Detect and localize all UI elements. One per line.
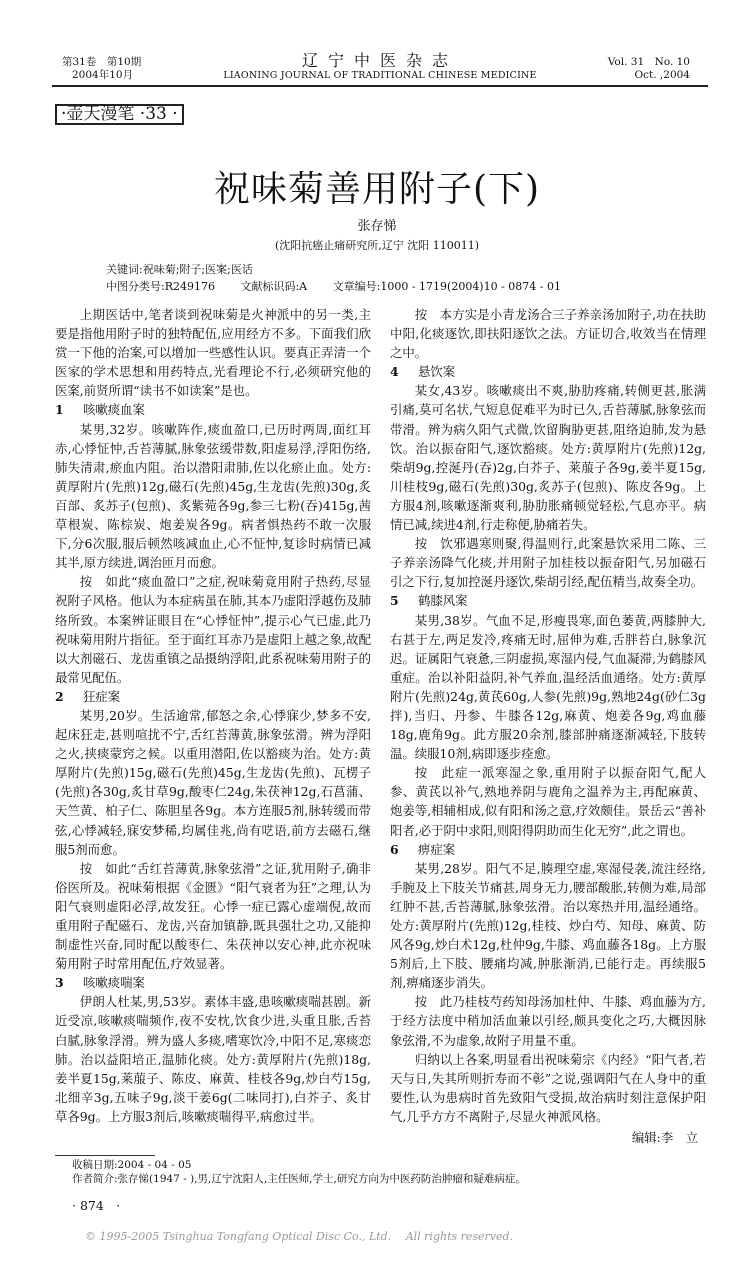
commentary-paragraph: 按 此症一派寒湿之象,重用附子以振奋阳气,配人参、黄芪以补气,熟地养阴与鹿角之温养为主,再配麻黄、炮姜等,相辅相成,似有阳和汤之意,疗效颇佳。景岳云“善补阳者,必于阴中求阳,则阳得阴助而生化无穷”,此之谓也。 xyxy=(390,765,706,838)
author-affiliation: (沈阳抗癌止痛研究所,辽宁 沈阳 110011) xyxy=(274,239,480,252)
body-paragraph: 伊朗人杜某,男,53岁。素体丰盛,患咳嗽痰喘甚剧。新近受凉,咳嗽痰喘频作,夜不安枕,饮食少进,头重且胀,舌苔白腻,脉象浮滑。辨为盛人多痰,嗜寒饮冷,中阳不足,寒痰恋肺。治以益阳培正,温肺化痰。处方:黄厚附片(先煎)18g,姜半夏15g,莱菔子、陈皮、麻黄、桂枝各9g,炒白芍15g,北细辛3g,五味子9g,淡干姜6g(二味同打),白芥子、炙甘草各9g。上方服3剂后,咳嗽痰喘得平,病愈过半。 xyxy=(55,994,371,1124)
section-title: 咳嗽痰喘案 xyxy=(83,975,145,991)
journal-name-en: LIAONING JOURNAL OF TRADITIONAL CHINESE MEDICINE xyxy=(223,70,537,81)
section-heading xyxy=(55,400,371,419)
section-number: 5 xyxy=(390,593,399,609)
article-author: 张存悌 xyxy=(357,219,397,234)
commentary-paragraph: 按 饮邪遇寒则聚,得温则行,此案悬饮采用二陈、三子养亲汤降气化痰,并用附子加桂枝以振奋阳气,另加磁石引之下行,复加控涎丹逐饮,柴胡引经,配伍精当,故奏全功。 xyxy=(390,536,706,590)
copyright-notice: © 1995-2005 Tsinghua Tongfang Optical Disc Co., Ltd. All rights reserved. xyxy=(85,1230,514,1244)
section-number: 3 xyxy=(55,975,64,991)
issue-date-en: Oct. ,2004 xyxy=(634,69,690,81)
issue-date: 2004年10月 xyxy=(72,69,134,81)
body-paragraph: 某男,28岁。阳气不足,腠理空虚,寒湿侵袭,流注经络,手腕及上下肢关节痛甚,周身无力,腰部酸胀,转侧为难,局部红肿不甚,舌苔薄腻,脉象弦滑。治以寒热并用,温经通络。处方:黄厚附片(先煎)12g,桂枝、炒白芍、知母、麻黄、防风各9g,炒白术12g,杜仲9g,牛膝、鸡血藤各18g。上方服5剂后,上下肢、腰痛均减,肿胀渐消,已能行走。再续服5剂,痹痛逐步消失。 xyxy=(390,860,706,991)
commentary-paragraph: 按 本方实是小青龙汤合三子养亲汤加附子,功在扶助中阳,化痰逐饮,即扶阳逐饮之法。方证切合,收效当在情理之中。 xyxy=(390,307,706,361)
classification-info: 中图分类号:R249176 文献标识码:A 文章编号:1000 - 1719(2004)10 - 0874 - 01 xyxy=(106,280,562,293)
journal-name-cn: 辽宁中医杂志 xyxy=(301,51,458,70)
received-date: 收稿日期:2004 - 04 - 05 xyxy=(72,1159,192,1172)
column-label: ·壶天漫笔 ·33 · xyxy=(55,104,184,125)
commentary-paragraph: 按 如此“舌红苔薄黄,脉象弦滑”之证,犹用附子,确非俗医所及。祝味菊根据《金匮》“阳气衰者为狂”之理,认为阳气衰则虚阳必浮,故发狂。心悸一症已露心虚端倪,故而重用附子配磁石、龙齿,兴奋加镇静,既具强壮之功,又能抑制虚性兴奋,同时配以酸枣仁、朱茯神以安心神,此亦祝味菊用附子时常用配伍,疗效显著。 xyxy=(55,860,371,972)
section-heading xyxy=(390,362,706,381)
commentary-paragraph: 按 此乃桂枝芍药知母汤加杜仲、牛膝、鸡血藤为方,于经方法度中稍加活血兼以引经,颇具变化之巧,大概因脉象弦滑,不为虚象,故附子用量不重。 xyxy=(390,994,706,1048)
body-columns xyxy=(55,305,705,1147)
body-paragraph: 某男,38岁。气血不足,形瘦畏寒,面色萎黄,两膝肿大,右甚于左,两足发冷,疼痛无时,屈伸为难,舌胖苔白,脉象沉迟。证属阳气衰惫,三阴虚损,寒湿内侵,气血凝滞,为鹤膝风重症。治以补阳益阴,补气养血,温经活血通络。处方:黄厚附片(先煎)24g,黄芪60g,人参(先煎)9g,熟地24g(砂仁3g拌),当归、丹参、牛膝各12g,麻黄、炮姜各9g,鸡血藤18g,鹿角9g。此方服20余剂,膝部肿痛逐渐减轻,下肢转温。续服10剂,病即逐步痊愈。 xyxy=(390,612,706,762)
body-column-right xyxy=(390,305,706,1147)
commentary-paragraph: 按 如此“痰血盈口”之症,祝味菊竟用附子热药,尽显祝附子风格。他认为本症病虽在肺,其本乃虚阳浮越伤及肺络所致。本案辨证眼目在“心悸怔忡”,提示心气已虚,此乃祝味菊用附片指征。至于面红耳赤乃是虚阳上越之象,故配以大剂磁石、龙齿重镇之品摄纳浮阳,此系祝味菊用附子的最常见配伍。 xyxy=(55,574,371,685)
section-title: 咳嗽痰血案 xyxy=(83,402,145,418)
body-column-left xyxy=(55,305,371,1126)
page-number: · 874 · xyxy=(72,1198,121,1214)
section-heading xyxy=(55,973,371,992)
editor-credit: 编辑:李 立 xyxy=(631,1130,698,1146)
section-heading xyxy=(390,591,706,610)
body-paragraph: 上期医话中,笔者谈到祝味菊是火神派中的另一类,主要是指他用附子时的独特配伍,应用经方不多。下面我们欣赏一下他的治案,可以增加一些感性认识。要真正弄清一个医家的学术思想和用药特点,光看理论不行,必须研究他的医案,前贤所谓“读书不如读案”是也。 xyxy=(55,307,371,399)
section-title: 痹症案 xyxy=(418,841,456,857)
section-number: 2 xyxy=(55,688,64,704)
article-title: 祝味菊善用附子(下) xyxy=(213,169,541,210)
section-title: 狂症案 xyxy=(83,688,121,704)
section-title: 鹤膝风案 xyxy=(418,593,468,609)
section-heading xyxy=(390,840,706,859)
section-number: 6 xyxy=(390,841,399,857)
author-bio: 作者简介:张存悌(1947 - ),男,辽宁沈阳人,主任医师,学士,研究方向为中医药防治肿瘤和疑难病症。 xyxy=(72,1173,526,1186)
section-heading xyxy=(55,687,371,706)
section-number: 4 xyxy=(390,364,399,380)
body-paragraph: 某女,43岁。咳嗽痰出不爽,胁肋疼痛,转侧更甚,胀满引痛,莫可名状,气短息促难平为时已久,舌苔薄腻,脉象弦而带滑。辨为病久阳气式微,饮留胸胁更甚,阻络迫肺,发为悬饮。治以振奋阳气,逐饮豁痰。处方:黄厚附片(先煎)12g,柴胡9g,控涎丹(吞)2g,白芥子、莱菔子各9g,姜半夏15g,川桂枝9g,磁石(先煎)30g,炙苏子(包煎)、陈皮各9g。上方服4剂,咳嗽逐渐爽利,胁肋胀痛顿觉轻松,气息亦平。病情已减,续进4剂,行走称便,胁痛若失。 xyxy=(390,383,706,533)
footnotes xyxy=(72,1158,705,1186)
section-number: 1 xyxy=(55,402,64,418)
volume-issue-en: Vol. 31 No. 10 xyxy=(607,56,690,68)
footnote-rule xyxy=(55,1155,155,1156)
body-paragraph: 某男,20岁。生活逾常,郁怒之余,心悸寐少,梦多不安,起床狂走,甚则喧扰不宁,舌红苔薄黄,脉象弦滑。辨为浮阳之火,挟痰蒙窍之候。以重用潜阳,佐以豁痰为治。处方:黄厚附片(先煎)15g,磁石(先煎)45g,生龙齿(先煎)、瓦楞子(先煎)各30g,炙甘草9g,酸枣仁24g,朱茯神12g,石菖蒲、天竺黄、柏子仁、陈胆星各9g。本方连服5剂,脉转缓而带弦,心悸减轻,寐安梦稀,均属佳兆,尚有呓语,前方去磁石,继服5剂而愈。 xyxy=(55,707,371,857)
volume-issue: 第31卷 第10期 xyxy=(62,56,142,68)
body-paragraph: 某男,32岁。咳嗽阵作,痰血盈口,已历时两周,面红耳赤,心悸怔忡,舌苔薄腻,脉象弦缓带数,阳虚易浮,浮阳伤络,肺失清肃,瘀血内阻。治以潜阳肃肺,佐以化瘀止血。处方:黄厚附片(先煎)12g,磁石(先煎)45g,生龙齿(先煎)30g,炙百部、炙苏子(包煎)、炙紫菀各9g,参三七粉(吞)415g,茜草根炭、陈棕炭、炮姜炭各9g。病者惧热药不敢一次服下,分6次服,服后顿然咳减血止,心不怔忡,复诊时病情已减其半,原方续进,调治匝月而愈。 xyxy=(55,421,371,571)
keywords: 关键词:祝味菊;附子;医案;医话 xyxy=(106,263,253,276)
body-paragraph: 归纳以上各案,明显看出祝味菊宗《内经》“阳气者,若天与日,失其所则折寿而不彰”之说,强调阳气在人身中的重要性,认为患病时首先致阳气受损,故治病时刻注意保护阳气,几乎方方不离附子,尽显火神派风格。 xyxy=(390,1051,706,1124)
section-title: 悬饮案 xyxy=(418,364,456,380)
